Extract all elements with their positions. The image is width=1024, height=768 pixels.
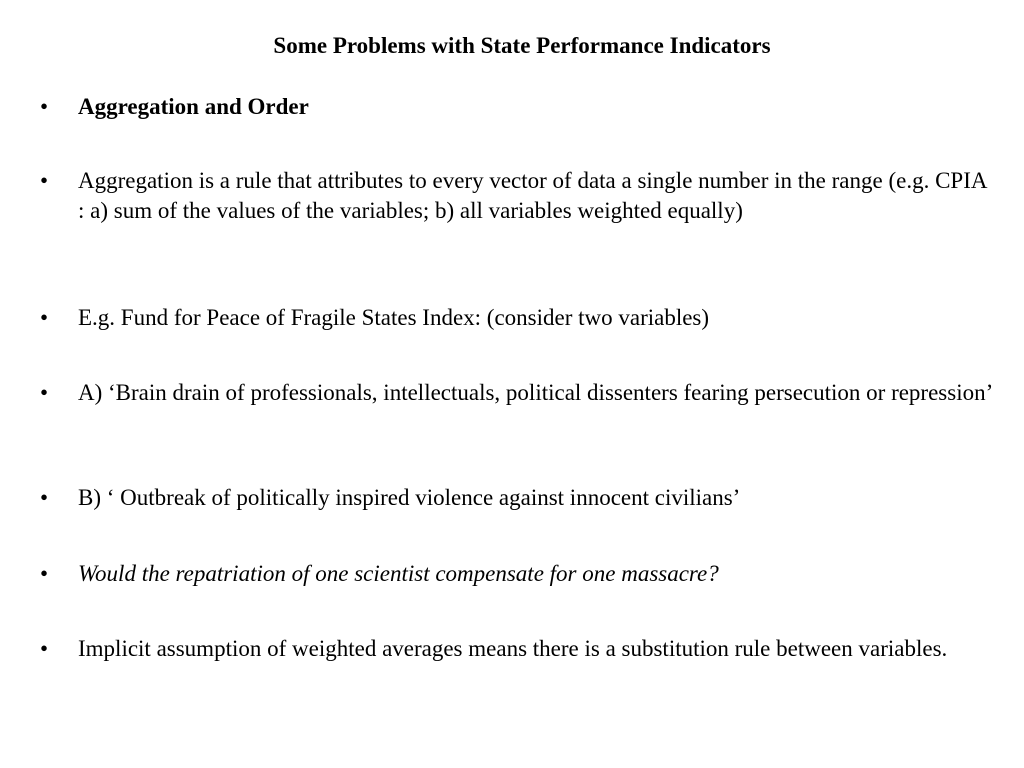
bullet-symbol: • bbox=[40, 168, 49, 193]
bullet-symbol: • bbox=[40, 380, 49, 405]
slide-title: Some Problems with State Performance Indicators bbox=[273, 33, 771, 58]
bullet-text: Aggregation is a rule that attributes to every vector of data a single number in the range (e.g. CPIA : a) sum of the values of the variables; b) all variables weighted equally) bbox=[78, 168, 987, 223]
bullet-symbol: • bbox=[40, 561, 49, 586]
bullet-text: E.g. Fund for Peace of Fragile States Index: (consider two variables) bbox=[78, 305, 710, 330]
bullet-symbol: • bbox=[40, 636, 49, 661]
bullet-text: A) ‘Brain drain of professionals, intellectuals, political dissenters fearing persecution or repression’ bbox=[78, 380, 994, 405]
bullet-text: Aggregation and Order bbox=[78, 94, 309, 119]
bullet-symbol: • bbox=[40, 305, 49, 330]
bullet-text: Would the repatriation of one scientist compensate for one massacre? bbox=[78, 561, 719, 586]
bullet-symbol: • bbox=[40, 94, 49, 119]
bullet-text: B) ‘ Outbreak of politically inspired violence against innocent civilians’ bbox=[78, 485, 741, 510]
bullet-symbol: • bbox=[40, 485, 49, 510]
bullet-text: Implicit assumption of weighted averages means there is a substitution rule between variables. bbox=[78, 636, 948, 661]
